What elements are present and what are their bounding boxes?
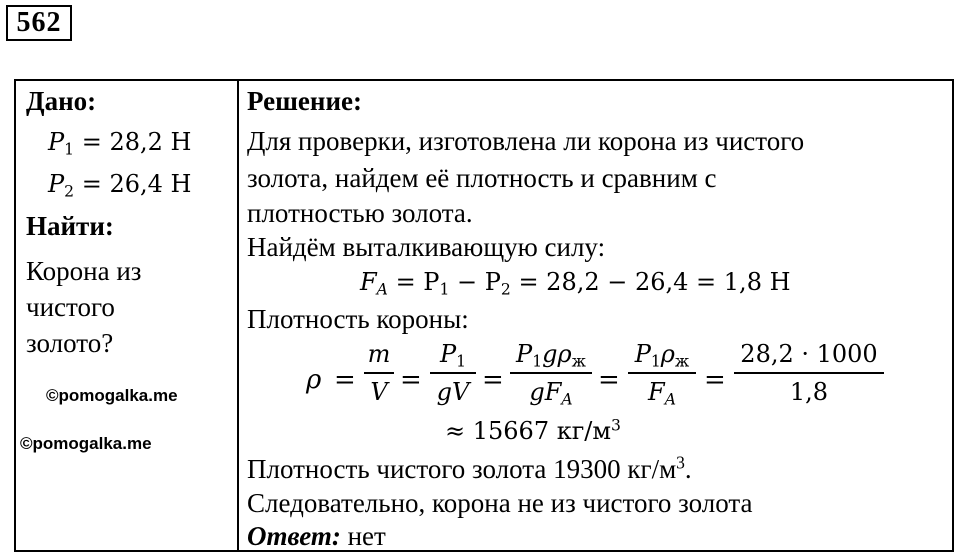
find-line-3: золото? xyxy=(26,328,114,358)
fraction-p1rho-fa-numerator: $P_1\rho_ж$ xyxy=(628,340,696,374)
formula-p2-symbol: − P xyxy=(449,268,501,296)
find-line-2: чистого xyxy=(26,292,115,322)
fraction-p1rho-fa-denominator: $F_A$ xyxy=(648,378,676,409)
solution-intro-line-2: золота, найдем её плотность и сравним с xyxy=(247,163,717,193)
given-p2-value: = 26,4 Н xyxy=(81,170,192,198)
given-p2-symbol: P xyxy=(48,170,65,198)
fraction-p1grho-gfa-numerator: $P_1g\rho_ж$ xyxy=(510,340,592,374)
formula-fa-symbol: F xyxy=(360,268,377,296)
conclusion-line: Следовательно, корона не из чистого золота xyxy=(247,488,753,518)
solution-intro-line-3: плотностью золота. xyxy=(247,198,473,228)
density-fraction-numeric xyxy=(734,340,884,406)
given-p1-value: = 28,2 Н xyxy=(81,128,192,156)
density-approx xyxy=(445,416,621,445)
fraction-numeric-denominator: 1,8 xyxy=(789,378,829,406)
given-p1 xyxy=(48,128,192,159)
answer-line xyxy=(247,523,386,550)
density-approx-sup: 3 xyxy=(611,416,621,435)
fraction-p1-gv-numerator: $P_1$ xyxy=(430,340,476,374)
fraction-m-v-numerator: m xyxy=(364,340,394,374)
watermark-2: ©pomogalka.me xyxy=(20,434,152,453)
given-heading: Дано: xyxy=(26,86,97,116)
buoyancy-formula xyxy=(360,268,791,299)
density-eq-4: = xyxy=(598,365,620,395)
given-p2-sub: 2 xyxy=(64,182,75,201)
solution-heading: Решение: xyxy=(247,86,362,116)
given-p2 xyxy=(48,170,192,201)
formula-p1-symbol: = P xyxy=(395,268,440,296)
density-label: Плотность короны: xyxy=(247,304,469,334)
fraction-numeric-numerator: 28,2 · 1000 xyxy=(734,340,884,374)
problem-number: 562 xyxy=(6,5,72,41)
buoyancy-label: Найдём выталкивающую силу: xyxy=(247,232,606,262)
gold-density-sup: 3 xyxy=(676,452,685,473)
find-line-1: Корона из xyxy=(26,256,142,286)
fraction-p1-gv-denominator: gV xyxy=(436,378,470,406)
density-approx-value: ≈ 15667 кг/м xyxy=(445,417,612,445)
answer-value: нет xyxy=(340,521,386,551)
formula-fa-sub: A xyxy=(376,280,388,299)
density-eq-3: = xyxy=(482,365,504,395)
density-eq-1: = xyxy=(334,365,356,395)
gold-density-text: Плотность чистого золота 19300 кг/м xyxy=(247,454,677,484)
formula-fa-result: = 28,2 − 26,4 = 1,8 Н xyxy=(510,268,791,296)
gold-density-line xyxy=(247,452,692,484)
density-rho: ρ xyxy=(306,365,322,395)
given-p1-symbol: P xyxy=(48,128,65,156)
formula-p2-sub: 2 xyxy=(500,280,511,299)
density-fraction-m-v xyxy=(364,340,394,406)
watermark-1: ©pomogalka.me xyxy=(46,386,178,405)
find-heading: Найти: xyxy=(26,211,114,241)
density-fraction-p1rho-fa xyxy=(628,340,696,409)
fraction-m-v-denominator: V xyxy=(370,378,388,406)
density-fraction-p1-gv xyxy=(430,340,476,406)
column-divider xyxy=(237,79,239,552)
formula-p1-sub: 1 xyxy=(439,280,450,299)
answer-label: Ответ: xyxy=(247,521,341,551)
density-eq-2: = xyxy=(400,365,422,395)
fraction-p1grho-gfa-denominator: $gF_A$ xyxy=(529,378,573,409)
solution-intro-line-1: Для проверки, изготовлена ли корона из чистого xyxy=(247,126,805,156)
gold-density-end: . xyxy=(684,454,692,484)
given-p1-sub: 1 xyxy=(64,140,75,159)
density-eq-5: = xyxy=(704,365,726,395)
density-fraction-p1grho-gfa xyxy=(510,340,592,409)
